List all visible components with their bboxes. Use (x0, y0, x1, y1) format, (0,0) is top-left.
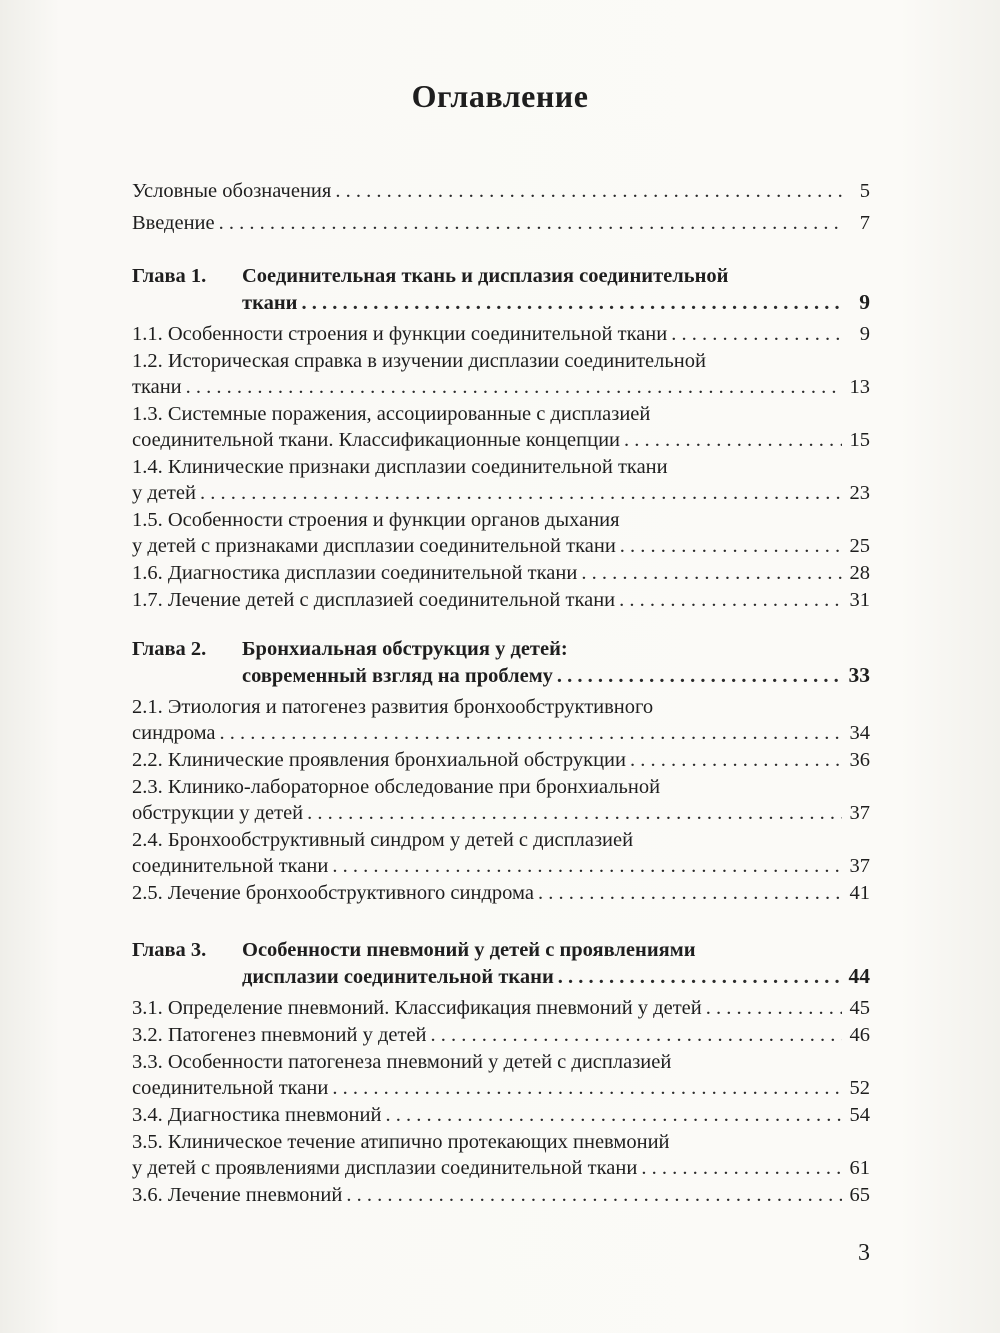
toc-entry-title: у детей (132, 482, 196, 504)
toc-entry-page: 54 (849, 1104, 870, 1126)
dot-leader (332, 1075, 842, 1101)
toc-entry-page: 9 (859, 323, 870, 345)
toc-entry-title: 1.5. Особенности строения и функции органов дыхания (132, 509, 620, 531)
dot-leader (385, 1102, 842, 1128)
dot-leader (220, 720, 842, 746)
toc-entry-title: 2.3. Клинико-лабораторное обследование при бронхиальной (132, 776, 661, 798)
toc-entry-title: Введение (132, 212, 215, 234)
toc-entry[interactable] (132, 1102, 870, 1128)
toc-entry-title: синдрома (132, 722, 216, 744)
toc-entry[interactable] (132, 560, 870, 586)
toc-entry-page: 41 (849, 882, 870, 904)
dot-leader (624, 427, 842, 453)
toc-entry[interactable] (132, 1022, 870, 1048)
dot-leader (307, 800, 842, 826)
toc-entry-page: 28 (849, 562, 870, 584)
chapter-page: 9 (859, 290, 870, 314)
chapter-page: 33 (848, 663, 870, 687)
dot-leader (558, 964, 842, 990)
toc-entry[interactable] (132, 178, 870, 204)
chapter-title-line: дисплазии соединительной ткани (242, 966, 554, 988)
toc-entry[interactable] (132, 774, 870, 826)
dot-leader (581, 560, 842, 586)
dot-leader (431, 1022, 842, 1048)
toc-entry-title: обструкции у детей (132, 802, 304, 824)
toc-entry[interactable] (132, 747, 870, 773)
toc-entry-page: 31 (849, 589, 870, 611)
dot-leader (186, 374, 842, 400)
chapter-label: Глава 1. (132, 265, 207, 287)
dot-leader (346, 1182, 842, 1208)
toc-entry-page: 45 (849, 997, 870, 1019)
dot-leader (671, 321, 842, 347)
toc-entry-title: 2.2. Клинические проявления бронхиальной обструкции (132, 749, 626, 771)
toc-entry[interactable] (132, 587, 870, 613)
toc-entry-title: соединительной ткани. Классификационные концепции (132, 429, 621, 451)
toc-entry[interactable] (132, 401, 870, 453)
toc-entry-title: 3.3. Особенности патогенеза пневмоний у детей с дисплазией (132, 1051, 672, 1073)
toc-entry-title: ткани (132, 376, 182, 398)
toc-entry-page: 23 (849, 482, 870, 504)
dot-leader (538, 880, 842, 906)
toc-entry-page: 52 (849, 1077, 870, 1099)
chapter-title-line: Бронхиальная обструкция у детей: (242, 638, 568, 660)
toc-entry-title: соединительной ткани (132, 855, 329, 877)
page-number: 3 (858, 1240, 870, 1266)
table-of-contents (132, 178, 870, 1209)
toc-entry-page: 13 (849, 376, 870, 398)
toc-entry-title: 2.4. Бронхообструктивный синдром у детей с дисплазией (132, 829, 634, 851)
toc-entry-title: 3.4. Диагностика пневмоний (132, 1104, 382, 1126)
toc-entry[interactable] (132, 694, 870, 746)
toc-entry-page: 7 (859, 212, 870, 234)
dot-leader (219, 210, 842, 236)
toc-entry-page: 37 (849, 855, 870, 877)
toc-entry[interactable] (132, 507, 870, 559)
dot-leader (557, 663, 842, 689)
toc-entry[interactable] (132, 880, 870, 906)
toc-entry-page: 34 (849, 722, 870, 744)
dot-leader (335, 178, 842, 204)
toc-entry[interactable] (132, 1049, 870, 1101)
toc-entry-title: у детей с признаками дисплазии соединительной ткани (132, 535, 616, 557)
chapter-title-line: Особенности пневмоний у детей с проявлениями (242, 939, 696, 961)
toc-entry-page: 61 (849, 1157, 870, 1179)
toc-entry-title: 3.6. Лечение пневмоний (132, 1184, 343, 1206)
dot-leader (301, 290, 842, 316)
toc-entry-page: 25 (849, 535, 870, 557)
chapter-title-line: современный взгляд на проблему (242, 665, 553, 687)
toc-entry-title: 3.5. Клиническое течение атипично протекающих пневмоний (132, 1131, 670, 1153)
page-title: Оглавление (411, 78, 589, 114)
toc-entry[interactable] (132, 348, 870, 400)
toc-entry[interactable] (132, 1182, 870, 1208)
toc-entry-page: 15 (849, 429, 870, 451)
toc-entry[interactable] (132, 827, 870, 879)
dot-leader (200, 480, 842, 506)
toc-entry-title: 1.4. Клинические признаки дисплазии соединительной ткани (132, 456, 668, 478)
chapter-page: 44 (848, 964, 870, 988)
toc-entry-title: 1.1. Особенности строения и функции соединительной ткани (132, 323, 668, 345)
chapter-heading[interactable] (132, 937, 870, 990)
chapter-heading[interactable] (132, 263, 870, 316)
toc-entry-title: соединительной ткани (132, 1077, 329, 1099)
toc-entry-title: 1.6. Диагностика дисплазии соединительной ткани (132, 562, 578, 584)
chapter-title-line: ткани (242, 292, 298, 314)
toc-entry-page: 65 (849, 1184, 870, 1206)
toc-entry-title: у детей с проявлениями дисплазии соединительной ткани (132, 1157, 638, 1179)
dot-leader (619, 587, 842, 613)
toc-entry-title: 3.2. Патогенез пневмоний у детей (132, 1024, 427, 1046)
dot-leader (641, 1155, 842, 1181)
toc-entry-page: 46 (849, 1024, 870, 1046)
toc-entry-title: Условные обозначения (132, 180, 332, 202)
toc-entry-title: 1.7. Лечение детей с дисплазией соединительной ткани (132, 589, 616, 611)
chapter-title-line: Соединительная ткань и дисплазия соединительной (242, 265, 729, 287)
toc-entry-title: 2.5. Лечение бронхообструктивного синдрома (132, 882, 534, 904)
toc-entry-page: 5 (859, 180, 870, 202)
dot-leader (620, 533, 842, 559)
chapter-label: Глава 2. (132, 638, 207, 660)
toc-entry-page: 37 (849, 802, 870, 824)
toc-entry-title: 3.1. Определение пневмоний. Классификация пневмоний у детей (132, 997, 702, 1019)
dot-leader (332, 853, 842, 879)
toc-entry[interactable] (132, 321, 870, 347)
toc-entry-title: 1.2. Историческая справка в изучении дисплазии соединительной (132, 350, 706, 372)
toc-entry[interactable] (132, 1129, 870, 1181)
chapter-label: Глава 3. (132, 939, 207, 961)
toc-entry-title: 2.1. Этиология и патогенез развития бронхообструктивного (132, 696, 654, 718)
toc-entry-page: 36 (849, 749, 870, 771)
toc-entry[interactable] (132, 210, 870, 236)
dot-leader (630, 747, 842, 773)
toc-entry-title: 1.3. Системные поражения, ассоциированные с дисплазией (132, 403, 651, 425)
dot-leader (706, 995, 842, 1021)
chapter-heading[interactable] (132, 636, 870, 689)
toc-entry[interactable] (132, 454, 870, 506)
toc-entry[interactable] (132, 995, 870, 1021)
